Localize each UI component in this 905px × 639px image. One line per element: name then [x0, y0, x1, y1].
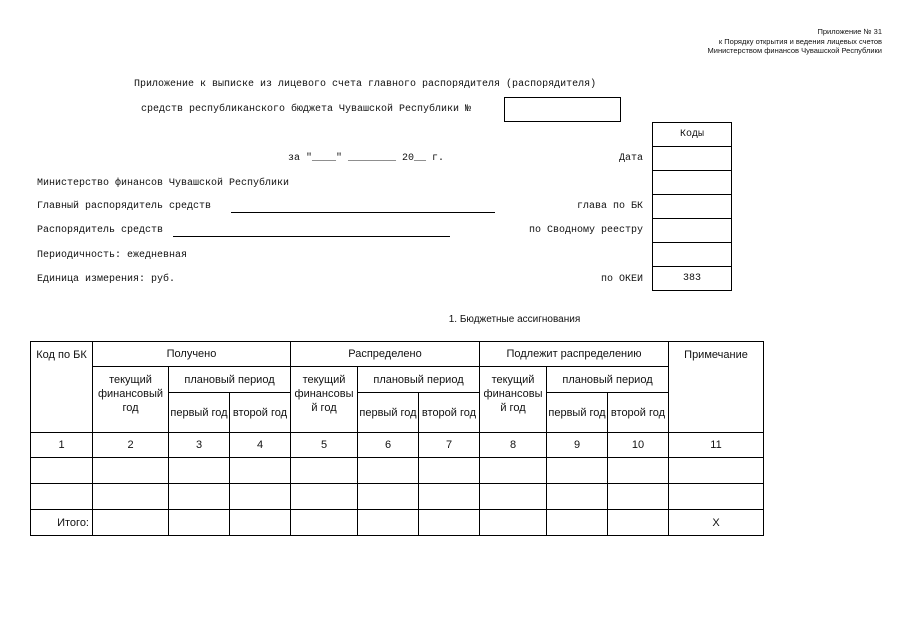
manager-label: Распорядитель средств	[37, 225, 164, 236]
received-first-year: первый год	[169, 393, 230, 433]
registry-code-cell[interactable]	[653, 219, 732, 243]
table-cell[interactable]	[31, 458, 93, 484]
table-cell[interactable]	[230, 458, 291, 484]
glava-code-cell[interactable]	[653, 195, 732, 219]
table-cell[interactable]	[31, 484, 93, 510]
col-num-2: 2	[93, 433, 169, 458]
header-note: Примечание	[669, 342, 764, 433]
col-num-5: 5	[291, 433, 358, 458]
table-cell[interactable]	[169, 484, 230, 510]
codes-table	[652, 122, 732, 291]
table-cell[interactable]	[669, 484, 764, 510]
col-num-10: 10	[608, 433, 669, 458]
total-cell[interactable]	[480, 510, 547, 536]
table-cell[interactable]	[230, 484, 291, 510]
table-cell[interactable]	[291, 458, 358, 484]
col-num-4: 4	[230, 433, 291, 458]
distributed-plan-period: плановый период	[358, 367, 480, 393]
registry-code-label: по Сводному реестру	[528, 225, 643, 236]
table-cell[interactable]	[358, 458, 419, 484]
col-num-1: 1	[31, 433, 93, 458]
col-num-7: 7	[419, 433, 480, 458]
total-note: Х	[669, 510, 764, 536]
table-cell[interactable]	[608, 458, 669, 484]
annex-line-3: Министерством финансов Чувашской Республики	[707, 46, 882, 55]
total-cell[interactable]	[93, 510, 169, 536]
periodicity-label: Периодичность: ежедневная	[37, 250, 188, 261]
received-plan-period: плановый период	[169, 367, 291, 393]
distributed-first-year: первый год	[358, 393, 419, 433]
table-cell[interactable]	[291, 484, 358, 510]
table-row[interactable]	[31, 458, 764, 484]
okei-code-label: по ОКЕИ	[600, 274, 643, 285]
to-distribute-second-year: второй год	[608, 393, 669, 433]
table-cell[interactable]	[358, 484, 419, 510]
annex-note	[708, 27, 882, 56]
manager-input-line[interactable]	[173, 236, 450, 237]
header-received: Получено	[93, 342, 291, 367]
date-code-cell[interactable]	[653, 147, 732, 171]
table-cell[interactable]	[608, 484, 669, 510]
total-cell[interactable]	[419, 510, 480, 536]
annex-line-2: к Порядку открытия и ведения лицевых счетов	[718, 36, 882, 46]
total-cell[interactable]	[169, 510, 230, 536]
col-num-9: 9	[547, 433, 608, 458]
total-cell[interactable]	[358, 510, 419, 536]
ministry-label: Министерство финансов Чувашской Республики	[37, 178, 290, 189]
distributed-current-year: текущий финансовы й год	[291, 367, 358, 433]
table-cell[interactable]	[547, 458, 608, 484]
glava-code-label: глава по БК	[576, 201, 643, 212]
total-cell[interactable]	[230, 510, 291, 536]
document-title-line-1: Приложение к выписке из лицевого счета главного распорядителя (распорядителя)	[134, 79, 597, 90]
col-num-8: 8	[480, 433, 547, 458]
col-num-11: 11	[669, 433, 764, 458]
total-label: Итого:	[31, 510, 93, 536]
table-cell[interactable]	[547, 484, 608, 510]
statement-number-field[interactable]	[504, 97, 621, 122]
table-cell[interactable]	[480, 458, 547, 484]
col-num-6: 6	[358, 433, 419, 458]
date-code-label: Дата	[618, 153, 643, 164]
main-manager-label: Главный распорядитель средств	[37, 201, 212, 212]
header-to-distribute: Подлежит распределению	[480, 342, 669, 367]
periodicity-code-cell[interactable]	[653, 243, 732, 267]
codes-header: Коды	[653, 123, 732, 147]
received-current-year: текущий финансовый год	[93, 367, 169, 433]
table-cell[interactable]	[169, 458, 230, 484]
received-second-year: второй год	[230, 393, 291, 433]
total-cell[interactable]	[291, 510, 358, 536]
budget-allocations-table	[30, 341, 764, 536]
ministry-code-cell[interactable]	[653, 171, 732, 195]
total-cell[interactable]	[547, 510, 608, 536]
main-manager-input-line[interactable]	[231, 212, 495, 213]
total-row	[31, 510, 764, 536]
table-cell[interactable]	[93, 458, 169, 484]
unit-label: Единица измерения: руб.	[37, 274, 176, 285]
to-distribute-current-year: текущий финансовы й год	[480, 367, 547, 433]
distributed-second-year: второй год	[419, 393, 480, 433]
header-distributed: Распределено	[291, 342, 480, 367]
column-number-row	[31, 433, 764, 458]
date-line: за "____" ________ 20__ г.	[288, 153, 445, 164]
table-cell[interactable]	[419, 458, 480, 484]
document-title-line-2: средств республиканского бюджета Чувашской Республики №	[141, 104, 472, 115]
table-cell[interactable]	[419, 484, 480, 510]
header-code: Код по БК	[31, 342, 93, 433]
col-num-3: 3	[169, 433, 230, 458]
section-title: 1. Бюджетные ассигнования	[448, 314, 581, 325]
okei-code-cell: 383	[653, 267, 732, 291]
total-cell[interactable]	[608, 510, 669, 536]
to-distribute-plan-period: плановый период	[547, 367, 669, 393]
table-cell[interactable]	[669, 458, 764, 484]
table-cell[interactable]	[480, 484, 547, 510]
table-cell[interactable]	[93, 484, 169, 510]
to-distribute-first-year: первый год	[547, 393, 608, 433]
annex-line-1: Приложение № 31	[817, 27, 882, 36]
table-row[interactable]	[31, 484, 764, 510]
